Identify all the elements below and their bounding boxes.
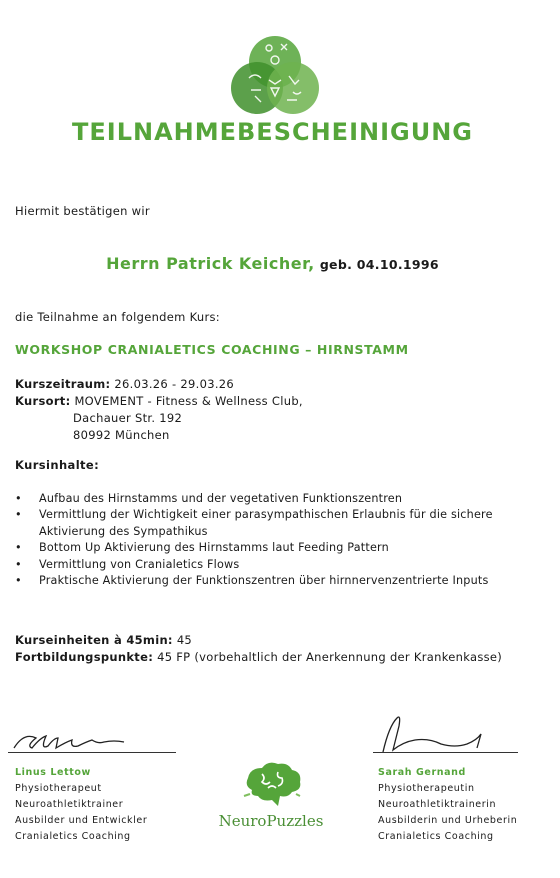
units-label: Kurseinheiten à 45min: [15,633,173,647]
participant-name: Herrn Patrick Keicher, [106,254,315,273]
signatory-left-name: Linus Lettow [15,767,91,778]
course-period-label: Kurszeitraum: [15,377,111,391]
brand-name: NeuroPuzzles [218,812,324,830]
course-location-line1: MOVEMENT - Fitness & Wellness Club, [74,394,303,408]
signature-right-icon [373,712,518,756]
course-location [15,393,303,410]
points-value: 45 FP (vorbehaltlich der Anerkennung der Krankenkasse) [157,650,503,664]
course-units [15,632,502,666]
signatory-right-line1: Physiotherapeutin [378,783,475,794]
signature-left-icon [8,722,176,756]
contents-list [15,491,545,589]
course-period [15,376,303,393]
signature-line-right [373,752,518,753]
intro-text: Hiermit bestätigen wir [15,204,150,218]
units-value: 45 [176,633,193,647]
signatory-right-line4: Cranialetics Coaching [378,831,494,842]
units-row [15,632,502,649]
participant-dob: geb. 04.10.1996 [319,257,439,272]
points-label: Fortbildungspunkte: [15,650,154,664]
signatory-right-line2: Neuroathletiktrainerin [378,799,497,810]
signatory-left-line3: Ausbilder und Entwickler [15,815,148,826]
course-period-value: 26.03.26 - 29.03.26 [114,377,235,391]
contents-heading: Kursinhalte: [15,458,100,472]
course-location-label: Kursort: [15,394,71,408]
signatory-left-line2: Neuroathletiktrainer [15,799,124,810]
signatory-left [15,765,147,845]
venn-sport-icons-logo [229,32,321,118]
signatory-left-line4: Cranialetics Coaching [15,831,131,842]
list-item: • Vermittlung der Wichtigkeit einer parasympathischen Erlaubnis für die sichere Aktivierung des Sympathikus [15,507,545,540]
signatory-right [378,765,517,845]
list-item: • Praktische Aktivierung der Funktionszentren über hirnnervenzentrierte Inputs [15,573,545,589]
brain-puzzle-icon [238,760,308,810]
signatory-right-line3: Ausbilderin und Urheberin [378,815,518,826]
course-title: WORKSHOP CRANIALETICS COACHING – HIRNSTAMM [15,342,409,357]
participant-line [0,254,545,273]
list-item: • Bottom Up Aktivierung des Hirnstamms laut Feeding Pattern [15,540,545,556]
lead-text: die Teilnahme an folgendem Kurs: [15,310,220,324]
signature-line-left [8,752,176,753]
points-row [15,649,502,666]
course-details [15,376,303,444]
certificate-title: TEILNAHMEBESCHEINIGUNG [72,118,473,146]
list-item: • Aufbau des Hirnstamms und der vegetativen Funktionszentren [15,491,545,507]
course-location-line3: 80992 München [73,428,170,442]
course-location-line2: Dachauer Str. 192 [73,411,183,425]
signatory-right-name: Sarah Gernand [378,767,466,778]
signatory-left-line1: Physiotherapeut [15,783,102,794]
list-item: • Vermittlung von Cranialetics Flows [15,557,545,573]
